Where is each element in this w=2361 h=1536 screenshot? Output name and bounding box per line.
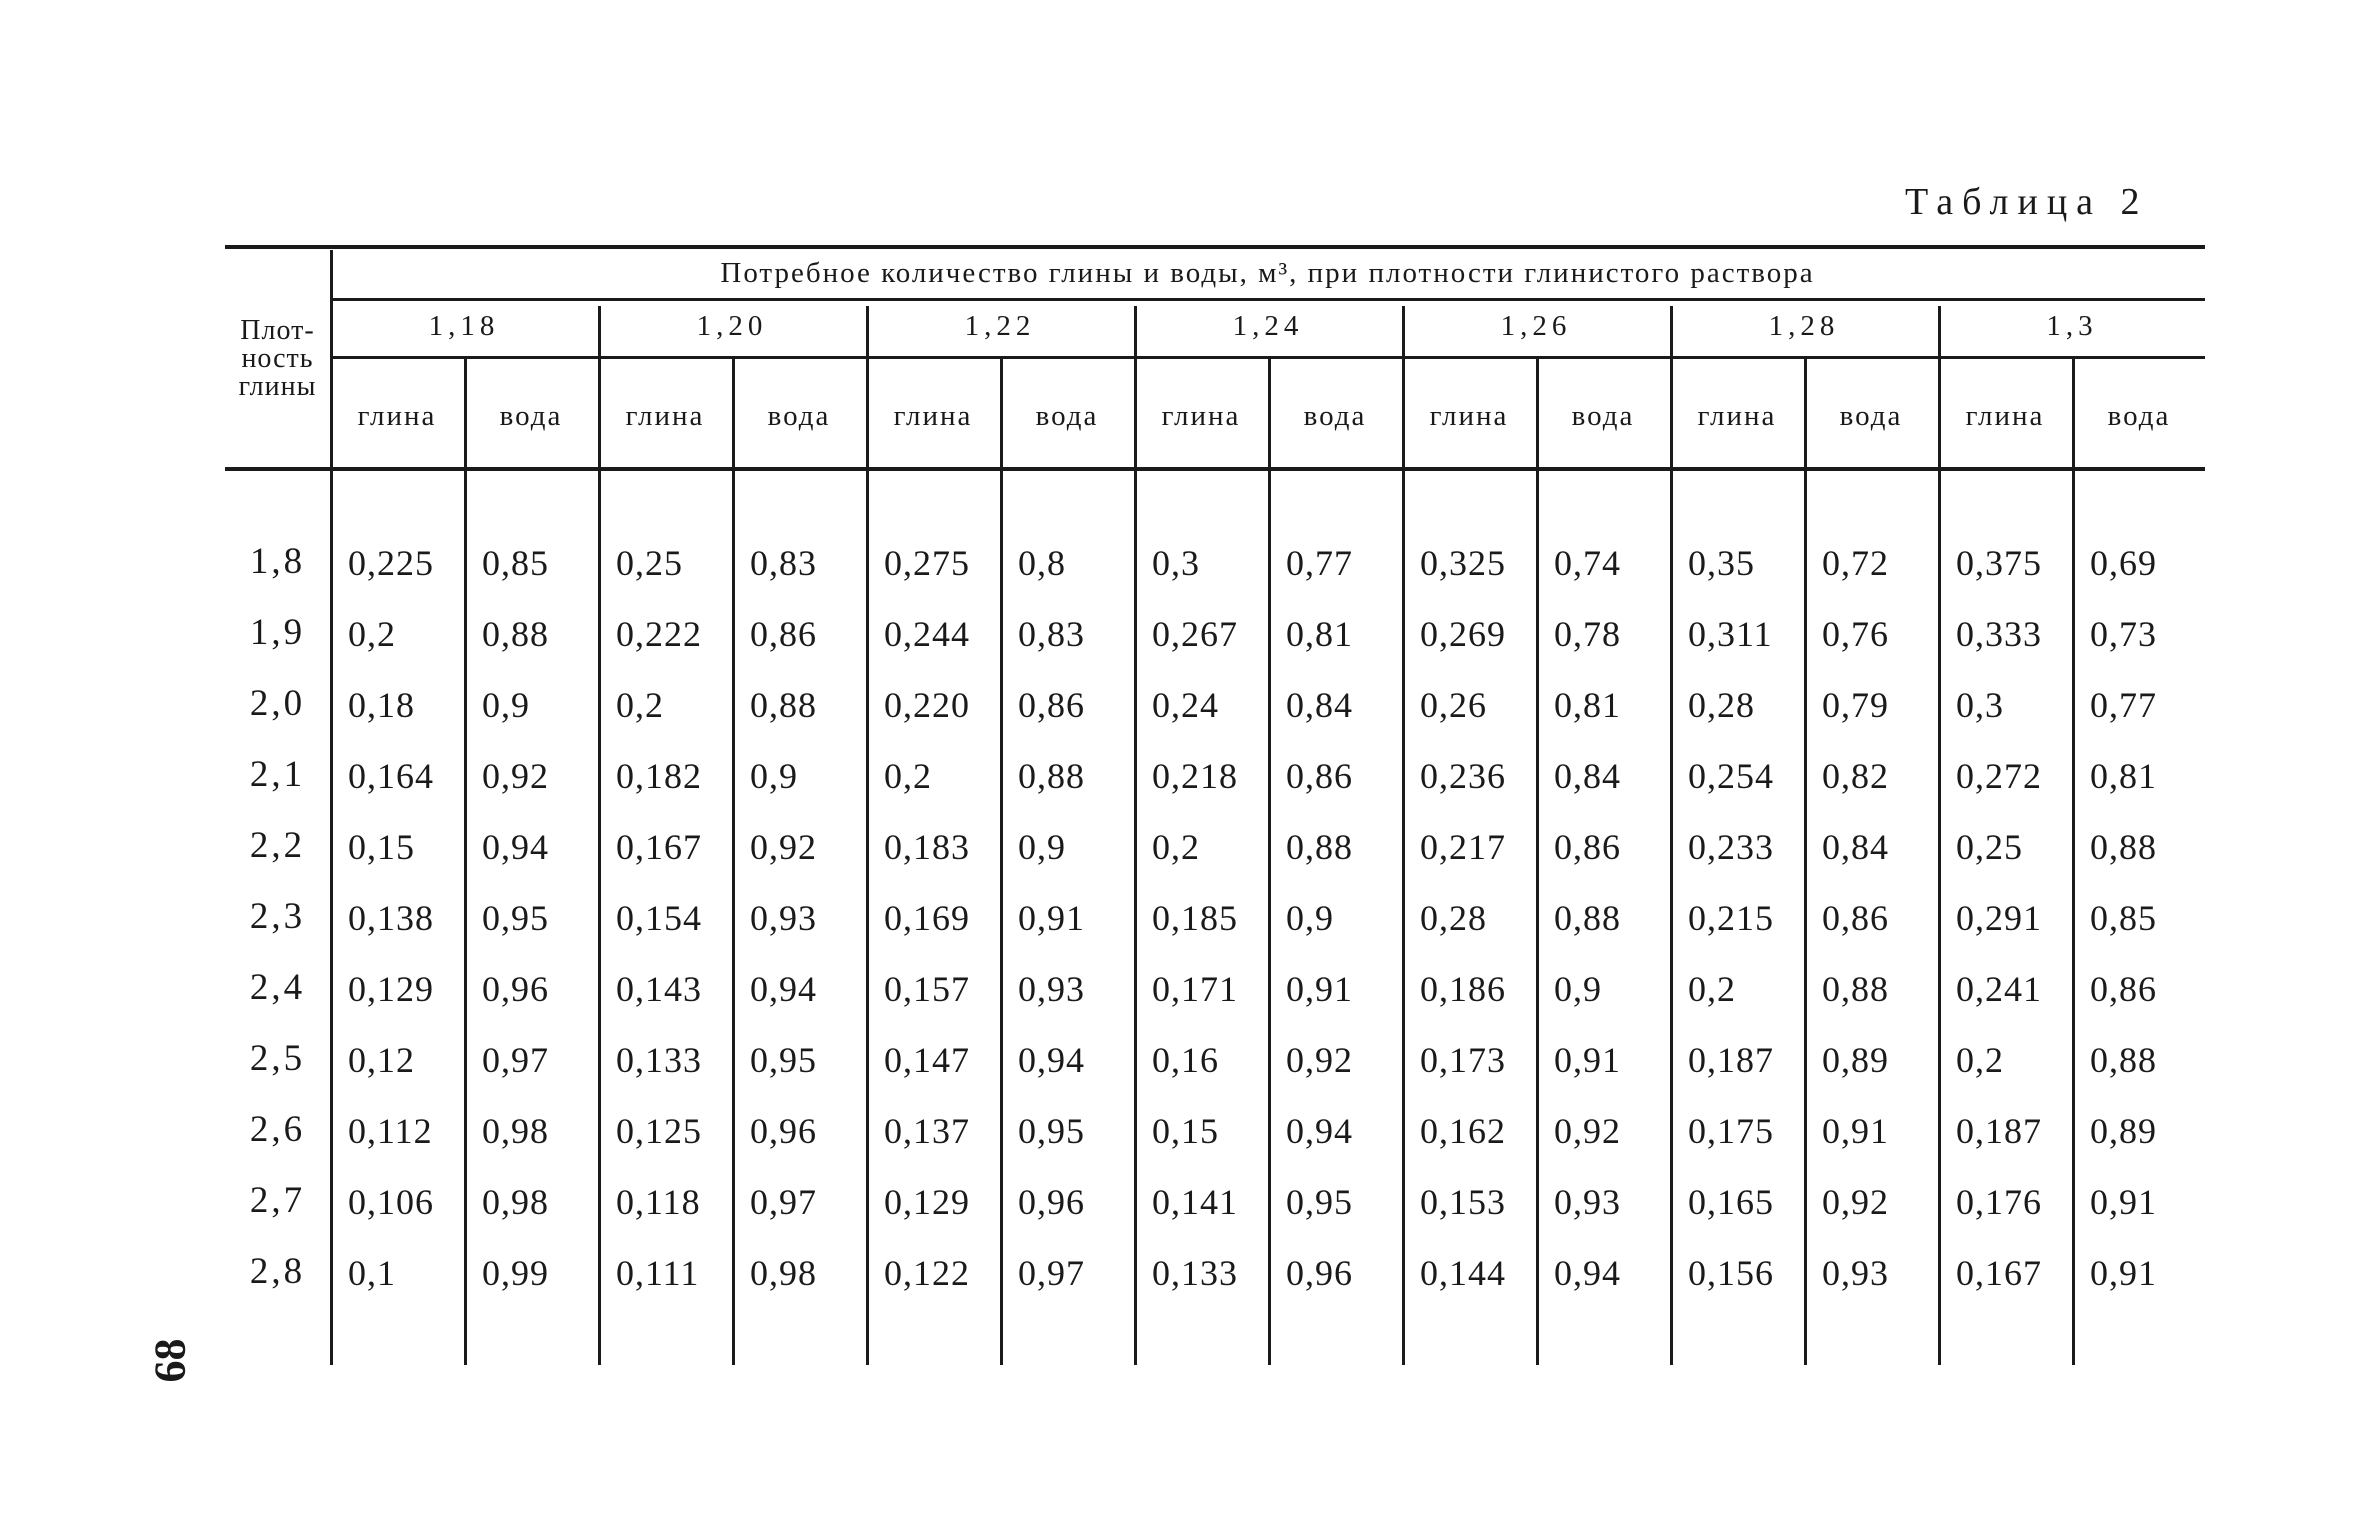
table-cell: 0,78 [1554, 614, 1621, 654]
clay-col-header: глина [1161, 400, 1241, 432]
water-col-header: вода [1839, 400, 1903, 432]
table-cell: 0,24 [1152, 685, 1219, 725]
table-cell: 0,74 [1554, 543, 1621, 583]
density-label: 1,28 [1768, 310, 1840, 342]
table-cell: 0,88 [1554, 898, 1621, 938]
table-cell: 0,143 [616, 969, 702, 1009]
table-cell: 0,9 [1286, 898, 1334, 938]
table-cell: 0,275 [884, 543, 970, 583]
table-cell: 0,1 [348, 1253, 396, 1293]
table-cell: 0,81 [1554, 685, 1621, 725]
row-label: 1,9 [249, 612, 306, 653]
table-cell: 0,86 [1554, 827, 1621, 867]
table-cell: 0,171 [1152, 969, 1238, 1009]
table-cell: 0,86 [1822, 898, 1889, 938]
table-cell: 0,95 [1286, 1182, 1353, 1222]
column-divider [2072, 358, 2075, 1365]
table-cell: 0,156 [1688, 1253, 1774, 1293]
table-cell: 0,81 [1286, 614, 1353, 654]
table-cell: 0,15 [1152, 1111, 1219, 1151]
water-col-header: вода [499, 400, 563, 432]
table-cell: 0,81 [2090, 756, 2157, 796]
table-cell: 0,222 [616, 614, 702, 654]
table-cell: 0,129 [348, 969, 434, 1009]
table-cell: 0,137 [884, 1111, 970, 1151]
table-cell: 0,93 [1018, 969, 1085, 1009]
table-cell: 0,3 [1152, 543, 1200, 583]
table-cell: 0,8 [1018, 543, 1066, 583]
table-cell: 0,16 [1152, 1040, 1219, 1080]
table-cell: 0,99 [482, 1253, 549, 1293]
spanning-rule [330, 298, 2205, 301]
table-cell: 0,28 [1420, 898, 1487, 938]
table-cell: 0,147 [884, 1040, 970, 1080]
table-cell: 0,2 [348, 614, 396, 654]
table-cell: 0,88 [2090, 827, 2157, 867]
table-cell: 0,182 [616, 756, 702, 796]
row-label: 2,5 [249, 1038, 306, 1079]
table-cell: 0,12 [348, 1040, 415, 1080]
table-cell: 0,88 [2090, 1040, 2157, 1080]
table-cell: 0,93 [750, 898, 817, 938]
table-cell: 0,25 [1956, 827, 2023, 867]
water-col-header: вода [1303, 400, 1367, 432]
table-cell: 0,167 [616, 827, 702, 867]
table-cell: 0,69 [2090, 543, 2157, 583]
table-cell: 0,98 [482, 1182, 549, 1222]
row-label: 2,2 [249, 825, 306, 866]
water-col-header: вода [1035, 400, 1099, 432]
row-label: 2,7 [249, 1180, 306, 1221]
column-divider [464, 358, 467, 1365]
table-cell: 0,25 [616, 543, 683, 583]
table-cell: 0,164 [348, 756, 434, 796]
table-cell: 0,95 [1018, 1111, 1085, 1151]
table-cell: 0,15 [348, 827, 415, 867]
clay-col-header: глина [1429, 400, 1509, 432]
group-divider [866, 306, 869, 1365]
table-cell: 0,169 [884, 898, 970, 938]
table-cell: 0,91 [2090, 1182, 2157, 1222]
table-cell: 0,85 [482, 543, 549, 583]
top-rule [225, 245, 2205, 249]
stub-header-line: Плот- [240, 315, 315, 346]
table-cell: 0,185 [1152, 898, 1238, 938]
column-divider [1804, 358, 1807, 1365]
table-cell: 0,133 [616, 1040, 702, 1080]
clay-col-header: глина [893, 400, 973, 432]
table-cell: 0,86 [2090, 969, 2157, 1009]
table-cell: 0,92 [750, 827, 817, 867]
table-cell: 0,254 [1688, 756, 1774, 796]
table-cell: 0,233 [1688, 827, 1774, 867]
stub-header-line: глины [238, 371, 317, 402]
table-cell: 0,84 [1554, 756, 1621, 796]
spanning-header: Потребное количество глины и воды, м³, при плотности глинистого раствора [720, 257, 1815, 289]
table-cell: 0,89 [2090, 1111, 2157, 1151]
table-cell: 0,112 [348, 1111, 433, 1151]
table-cell: 0,77 [1286, 543, 1353, 583]
table-cell: 0,173 [1420, 1040, 1506, 1080]
table-cell: 0,95 [750, 1040, 817, 1080]
table-cell: 0,92 [1822, 1182, 1889, 1222]
table-cell: 0,2 [1152, 827, 1200, 867]
table-cell: 0,86 [1018, 685, 1085, 725]
column-divider [1268, 358, 1271, 1365]
density-label: 1,20 [696, 310, 768, 342]
table-cell: 0,183 [884, 827, 970, 867]
group-divider [598, 306, 601, 1365]
table-cell: 0,96 [1018, 1182, 1085, 1222]
table-cell: 0,84 [1822, 827, 1889, 867]
table-cell: 0,267 [1152, 614, 1238, 654]
table-cell: 0,2 [1956, 1040, 2004, 1080]
table-cell: 0,2 [884, 756, 932, 796]
table-cell: 0,333 [1956, 614, 2042, 654]
table-cell: 0,167 [1956, 1253, 2042, 1293]
table-cell: 0,88 [482, 614, 549, 654]
table-cell: 0,76 [1822, 614, 1889, 654]
table-cell: 0,91 [1554, 1040, 1621, 1080]
table-cell: 0,217 [1420, 827, 1506, 867]
table-cell: 0,28 [1688, 685, 1755, 725]
column-divider [1536, 358, 1539, 1365]
row-label: 2,8 [249, 1251, 306, 1292]
table-cell: 0,86 [1286, 756, 1353, 796]
table-cell: 0,92 [1554, 1111, 1621, 1151]
table-cell: 0,98 [750, 1253, 817, 1293]
table-cell: 0,272 [1956, 756, 2042, 796]
table-cell: 0,91 [1018, 898, 1085, 938]
table-caption: Таблица 2 [1905, 181, 2149, 223]
table-cell: 0,162 [1420, 1111, 1506, 1151]
table-cell: 0,82 [1822, 756, 1889, 796]
table-cell: 0,83 [750, 543, 817, 583]
table-cell: 0,94 [1018, 1040, 1085, 1080]
water-col-header: вода [767, 400, 831, 432]
table-cell: 0,133 [1152, 1253, 1238, 1293]
table-cell: 0,129 [884, 1182, 970, 1222]
table-cell: 0,138 [348, 898, 434, 938]
table-cell: 0,93 [1554, 1182, 1621, 1222]
table-cell: 0,9 [482, 685, 530, 725]
table-cell: 0,97 [750, 1182, 817, 1222]
table-cell: 0,187 [1688, 1040, 1774, 1080]
table-cell: 0,144 [1420, 1253, 1506, 1293]
row-label: 1,8 [249, 541, 306, 582]
stub-header-line: ность [241, 343, 314, 374]
table-cell: 0,9 [1018, 827, 1066, 867]
table-cell: 0,94 [1554, 1253, 1621, 1293]
table-cell: 0,118 [616, 1182, 701, 1222]
row-label: 2,3 [249, 896, 306, 937]
table-cell: 0,91 [1822, 1111, 1889, 1151]
table-cell: 0,92 [1286, 1040, 1353, 1080]
table-cell: 0,96 [482, 969, 549, 1009]
table-cell: 0,244 [884, 614, 970, 654]
table-cell: 0,215 [1688, 898, 1774, 938]
table-cell: 0,218 [1152, 756, 1238, 796]
table-cell: 0,220 [884, 685, 970, 725]
table-cell: 0,94 [750, 969, 817, 1009]
table-cell: 0,225 [348, 543, 434, 583]
table-cell: 0,97 [482, 1040, 549, 1080]
group-divider [1134, 306, 1137, 1365]
water-col-header: вода [2107, 400, 2171, 432]
table-cell: 0,157 [884, 969, 970, 1009]
table-cell: 0,9 [750, 756, 798, 796]
table-cell: 0,88 [1286, 827, 1353, 867]
table-cell: 0,94 [1286, 1111, 1353, 1151]
group-divider [1402, 306, 1405, 1365]
density-label: 1,18 [428, 310, 500, 342]
table-cell: 0,111 [616, 1253, 700, 1293]
table-cell: 0,165 [1688, 1182, 1774, 1222]
table-cell: 0,18 [348, 685, 415, 725]
table-cell: 0,125 [616, 1111, 702, 1151]
table-cell: 0,84 [1286, 685, 1353, 725]
table-cell: 0,94 [482, 827, 549, 867]
table-cell: 0,106 [348, 1182, 434, 1222]
table-cell: 0,96 [750, 1111, 817, 1151]
table-cell: 0,291 [1956, 898, 2042, 938]
clay-col-header: глина [357, 400, 437, 432]
density-label: 1,22 [964, 310, 1036, 342]
group-divider [1670, 306, 1673, 1365]
table-cell: 0,9 [1554, 969, 1602, 1009]
row-label: 2,1 [249, 754, 306, 795]
table-cell: 0,86 [750, 614, 817, 654]
table-cell: 0,91 [1286, 969, 1353, 1009]
column-divider [1000, 358, 1003, 1365]
table-cell: 0,88 [1018, 756, 1085, 796]
density-label: 1,3 [2046, 310, 2098, 342]
table-cell: 0,72 [1822, 543, 1889, 583]
table-cell: 0,375 [1956, 543, 2042, 583]
table-cell: 0,83 [1018, 614, 1085, 654]
table-cell: 0,97 [1018, 1253, 1085, 1293]
clay-col-header: глина [1965, 400, 2045, 432]
table-cell: 0,241 [1956, 969, 2042, 1009]
header-rule [225, 467, 2205, 471]
table-cell: 0,88 [750, 685, 817, 725]
table-cell: 0,98 [482, 1111, 549, 1151]
water-col-header: вода [1571, 400, 1635, 432]
group-divider [1938, 306, 1941, 1365]
table-cell: 0,92 [482, 756, 549, 796]
table-cell: 0,154 [616, 898, 702, 938]
row-label: 2,0 [249, 683, 306, 724]
row-label: 2,6 [249, 1109, 306, 1150]
table-cell: 0,96 [1286, 1253, 1353, 1293]
table-cell: 0,35 [1688, 543, 1755, 583]
column-divider [732, 358, 735, 1365]
table-cell: 0,269 [1420, 614, 1506, 654]
table-cell: 0,2 [1688, 969, 1736, 1009]
table-cell: 0,311 [1688, 614, 1773, 654]
table-cell: 0,176 [1956, 1182, 2042, 1222]
table-cell: 0,85 [2090, 898, 2157, 938]
table-cell: 0,122 [884, 1253, 970, 1293]
table-cell: 0,187 [1956, 1111, 2042, 1151]
table-cell: 0,186 [1420, 969, 1506, 1009]
clay-col-header: глина [625, 400, 705, 432]
table-cell: 0,91 [2090, 1253, 2157, 1293]
table-cell: 0,95 [482, 898, 549, 938]
table-cell: 0,89 [1822, 1040, 1889, 1080]
clay-col-header: глина [1697, 400, 1777, 432]
table-cell: 0,77 [2090, 685, 2157, 725]
table-cell: 0,73 [2090, 614, 2157, 654]
table-cell: 0,93 [1822, 1253, 1889, 1293]
table-cell: 0,79 [1822, 685, 1889, 725]
table-cell: 0,325 [1420, 543, 1506, 583]
table-cell: 0,3 [1956, 685, 2004, 725]
table-cell: 0,2 [616, 685, 664, 725]
density-label: 1,26 [1500, 310, 1572, 342]
table-cell: 0,236 [1420, 756, 1506, 796]
row-label: 2,4 [249, 967, 306, 1008]
density-label: 1,24 [1232, 310, 1304, 342]
page-number: 68 [145, 1338, 195, 1383]
table-cell: 0,26 [1420, 685, 1487, 725]
table-cell: 0,141 [1152, 1182, 1238, 1222]
table-cell: 0,88 [1822, 969, 1889, 1009]
table-cell: 0,175 [1688, 1111, 1774, 1151]
table-cell: 0,153 [1420, 1182, 1506, 1222]
